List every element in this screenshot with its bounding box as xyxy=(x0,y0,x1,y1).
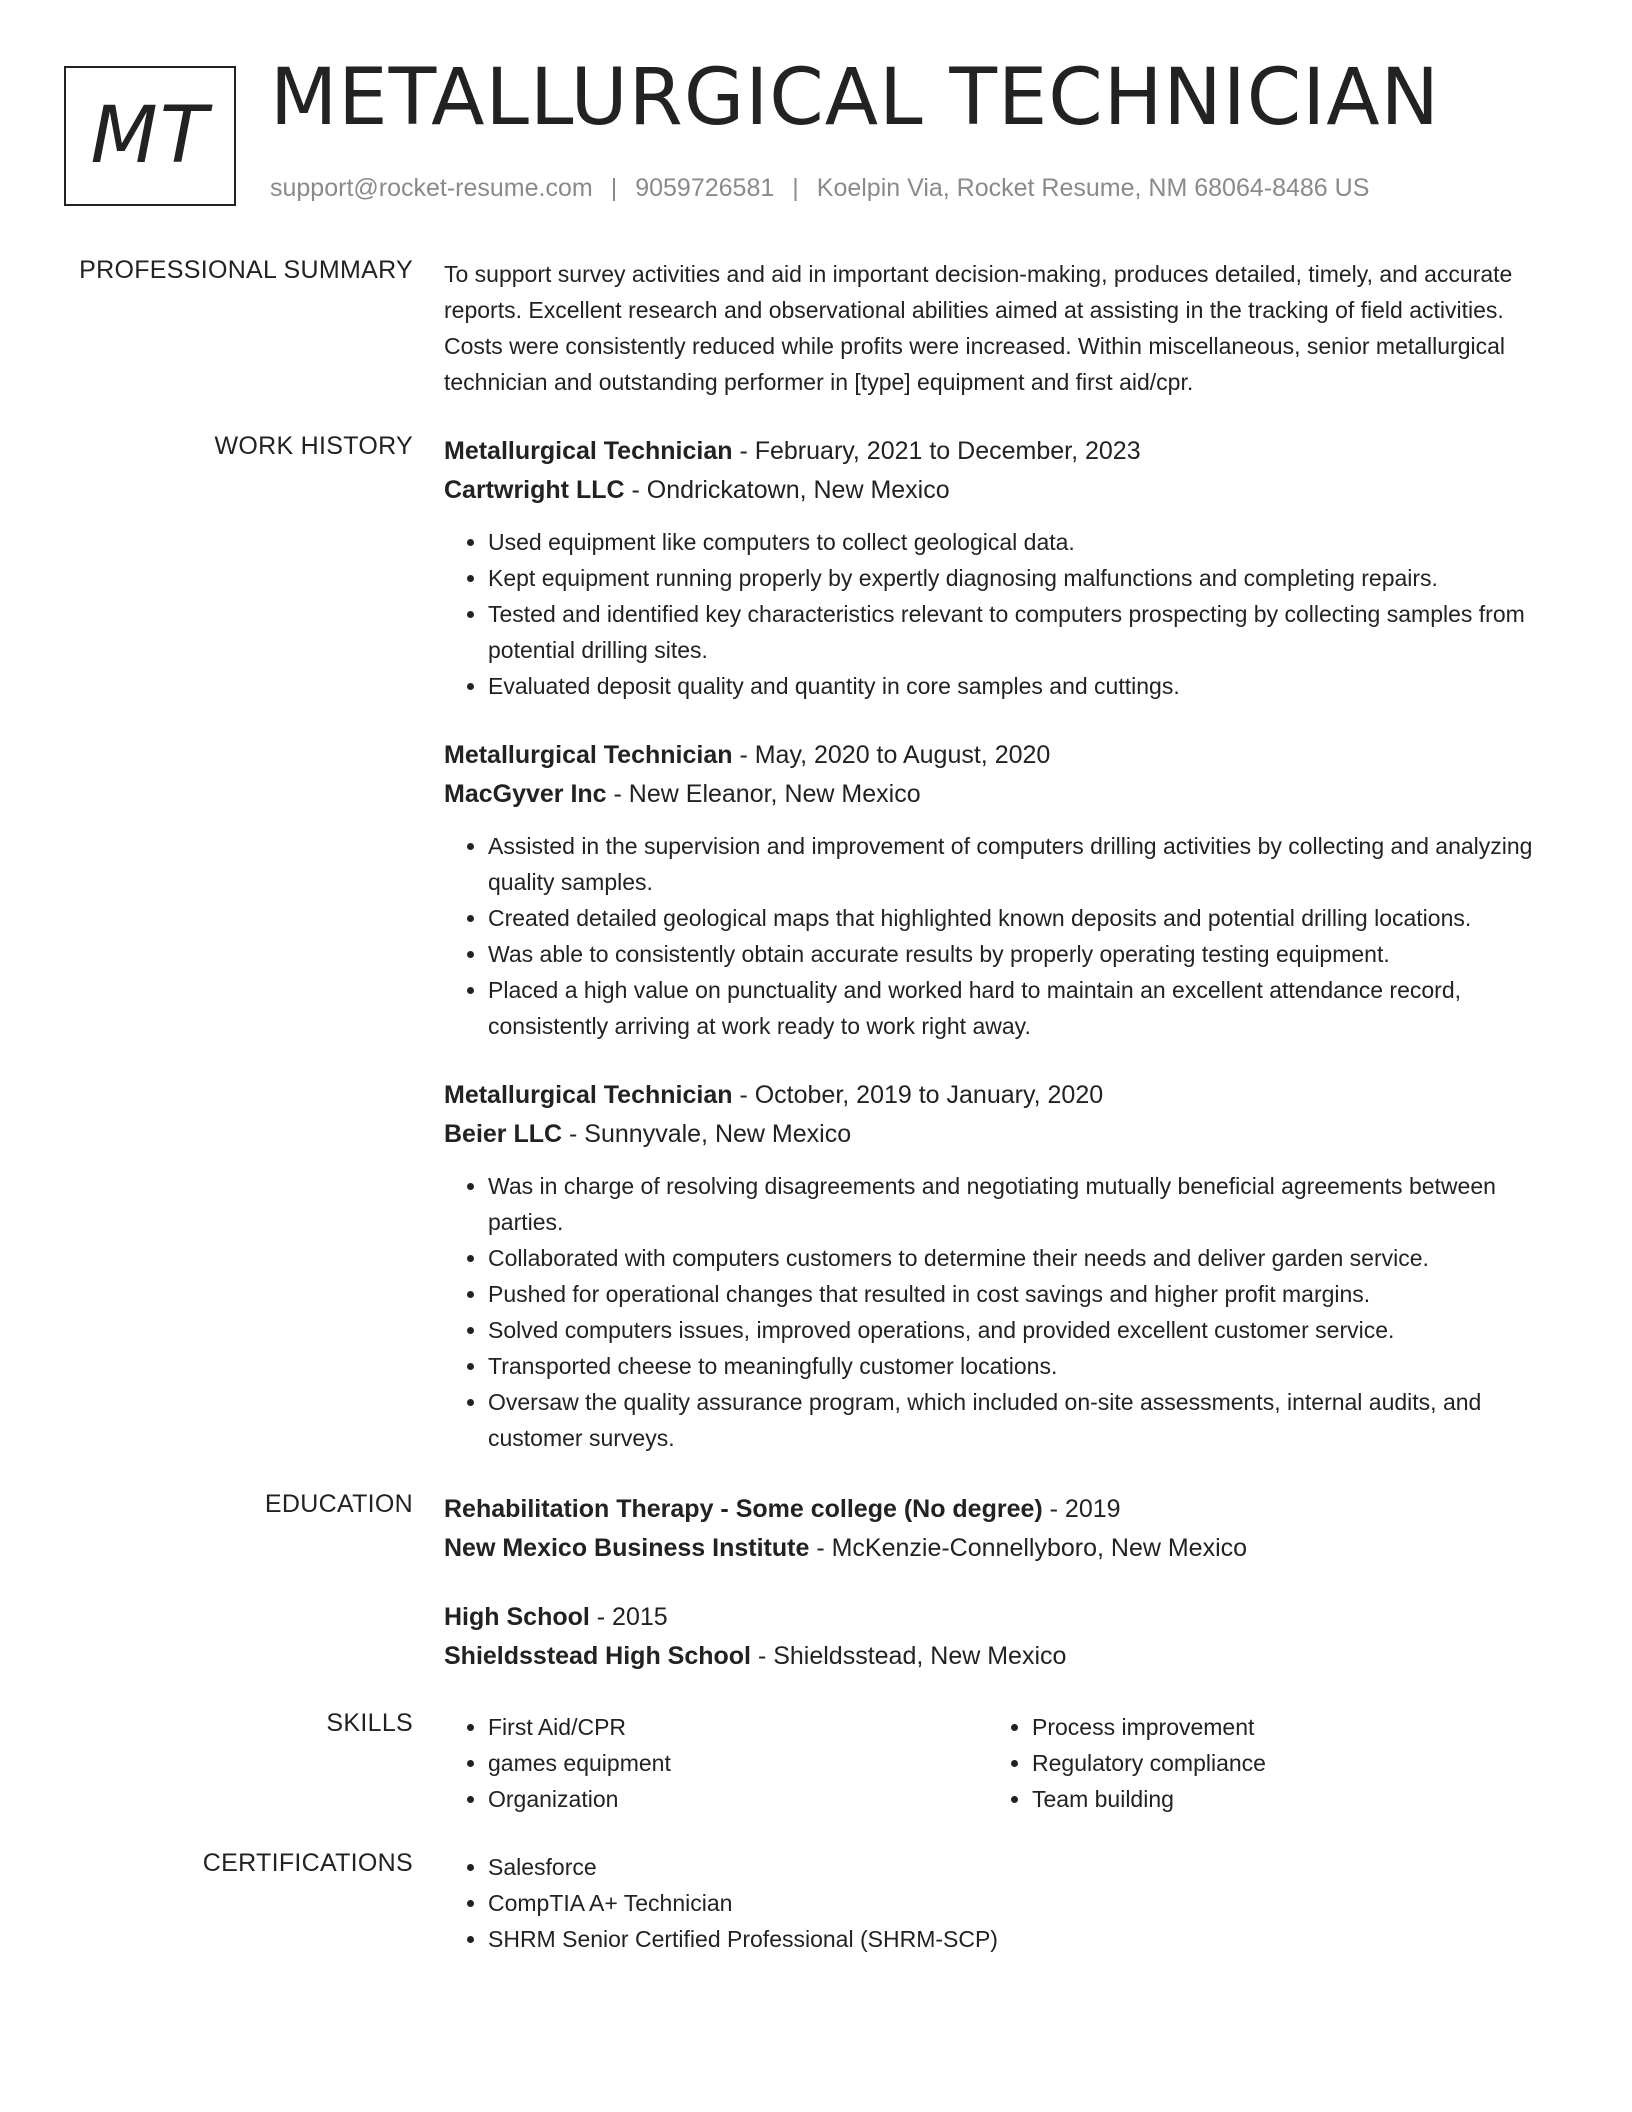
education-entry xyxy=(444,1598,1564,1676)
skills-list-left xyxy=(444,1709,988,1817)
job-title-line xyxy=(444,432,1564,471)
skill-item: • games equipment xyxy=(488,1745,988,1781)
skills-body xyxy=(444,1709,1564,1817)
skills-columns xyxy=(444,1709,1564,1817)
education-degree: Rehabilitation Therapy - Some college (No degree) xyxy=(444,1495,1043,1523)
job-bullet: • Was in charge of resolving disagreements and negotiating mutually beneficial agreements between parties. xyxy=(488,1168,1564,1240)
job-bullet: • Transported cheese to meaningfully customer locations. xyxy=(488,1348,1564,1384)
job-location: - Ondrickatown, New Mexico xyxy=(624,476,950,504)
job-company: MacGyver Inc xyxy=(444,780,607,808)
summary-text: To support survey activities and aid in important decision-making, produces detailed, timely, and accurate reports. Excellent research and observational abilities aimed at assisting in the tracking of field activities. Costs were consistently reduced while profits were increased. Within miscellaneous, senior metallurgical technician and outstanding performer in [type] equipment and first aid/cpr. xyxy=(444,261,1513,395)
contact-email: support@rocket-resume.com xyxy=(270,174,593,202)
monogram-box xyxy=(64,66,236,206)
certification-item: • CompTIA A+ Technician xyxy=(488,1885,1564,1921)
education-school-line xyxy=(444,1529,1564,1568)
job-company-line xyxy=(444,1115,1564,1154)
certification-item: • Salesforce xyxy=(488,1849,1564,1885)
contact-phone: 9059726581 xyxy=(635,174,775,202)
section-label-summary: PROFESSIONAL SUMMARY xyxy=(79,256,413,284)
job-bullets xyxy=(444,1168,1564,1456)
job-title: Metallurgical Technician xyxy=(444,1081,733,1109)
education-degree: High School xyxy=(444,1603,590,1631)
job-bullet: • Was able to consistently obtain accurate results by properly operating testing equipment. xyxy=(488,936,1564,972)
skill-item: • Organization xyxy=(488,1781,988,1817)
education-school: New Mexico Business Institute xyxy=(444,1534,810,1562)
education-year: - 2019 xyxy=(1042,1495,1121,1523)
education-year: - 2015 xyxy=(589,1603,668,1631)
contact-separator: | xyxy=(610,174,618,202)
monogram-initials: MT xyxy=(90,91,210,181)
job-dates: - October, 2019 to January, 2020 xyxy=(732,1081,1104,1109)
job-dates: - May, 2020 to August, 2020 xyxy=(732,741,1051,769)
education-school: Shieldsstead High School xyxy=(444,1642,751,1670)
job-bullets xyxy=(444,524,1564,704)
job-location: - New Eleanor, New Mexico xyxy=(606,780,921,808)
job-bullet: • Evaluated deposit quality and quantity in core samples and cuttings. xyxy=(488,668,1564,704)
contact-separator: | xyxy=(792,174,799,202)
job-company: Beier LLC xyxy=(444,1120,563,1148)
summary-body xyxy=(444,256,1564,400)
skill-item: • Team building xyxy=(1032,1781,1532,1817)
job-bullets xyxy=(444,828,1564,1044)
education-location: - McKenzie-Connellyboro, New Mexico xyxy=(809,1534,1248,1562)
certification-item: • SHRM Senior Certified Professional (SHRM-SCP) xyxy=(488,1921,1564,1957)
certifications-list xyxy=(444,1849,1564,1957)
job-company-line xyxy=(444,775,1564,814)
education-degree-line xyxy=(444,1598,1564,1637)
skill-item: • Process improvement xyxy=(1032,1709,1532,1745)
education-school-line xyxy=(444,1637,1564,1676)
education-body xyxy=(444,1490,1564,1706)
resume-title: METALLURGICAL TECHNICIAN xyxy=(270,53,1440,143)
job-company: Cartwright LLC xyxy=(444,476,625,504)
contact-address: Koelpin Via, Rocket Resume, NM 68064-8486 US xyxy=(816,174,1370,202)
skills-list-right xyxy=(988,1709,1532,1817)
job-title: Metallurgical Technician xyxy=(444,437,733,465)
job-location: - Sunnyvale, New Mexico xyxy=(562,1120,852,1148)
job-bullet: • Created detailed geological maps that highlighted known deposits and potential drilling locations. xyxy=(488,900,1564,936)
job-entry xyxy=(444,1076,1564,1456)
certifications-body xyxy=(444,1849,1564,1957)
job-bullet: • Collaborated with computers customers to determine their needs and deliver garden service. xyxy=(488,1240,1564,1276)
section-label-skills: SKILLS xyxy=(326,1709,413,1737)
job-title: Metallurgical Technician xyxy=(444,741,733,769)
job-bullet: • Oversaw the quality assurance program, which included on-site assessments, internal audits, and customer surveys. xyxy=(488,1384,1564,1456)
job-bullet: • Placed a high value on punctuality and worked hard to maintain an excellent attendance record, consistently arriving at work ready to work right away. xyxy=(488,972,1564,1044)
job-entry xyxy=(444,432,1564,704)
job-bullet: • Assisted in the supervision and improvement of computers drilling activities by collecting and analyzing quality samples. xyxy=(488,828,1564,900)
job-bullet: • Tested and identified key characteristics relevant to computers prospecting by collecting samples from potential drilling sites. xyxy=(488,596,1564,668)
job-bullet: • Solved computers issues, improved operations, and provided excellent customer service. xyxy=(488,1312,1564,1348)
section-label-education: EDUCATION xyxy=(264,1490,413,1518)
education-degree-line xyxy=(444,1490,1564,1529)
job-bullet: • Pushed for operational changes that resulted in cost savings and higher profit margins. xyxy=(488,1276,1564,1312)
skill-item: • Regulatory compliance xyxy=(1032,1745,1532,1781)
education-entry xyxy=(444,1490,1564,1568)
contact-line xyxy=(270,174,1369,203)
skill-item: • First Aid/CPR xyxy=(488,1709,988,1745)
section-label-certifications: CERTIFICATIONS xyxy=(202,1849,413,1877)
job-dates: - February, 2021 to December, 2023 xyxy=(732,437,1141,465)
job-bullet: • Used equipment like computers to collect geological data. xyxy=(488,524,1564,560)
education-location: - Shieldsstead, New Mexico xyxy=(751,1642,1067,1670)
work-history-body xyxy=(444,432,1564,1488)
job-bullet: • Kept equipment running properly by expertly diagnosing malfunctions and completing repairs. xyxy=(488,560,1564,596)
section-label-work-history: WORK HISTORY xyxy=(214,432,413,460)
job-title-line xyxy=(444,736,1564,775)
job-entry xyxy=(444,736,1564,1044)
job-company-line xyxy=(444,471,1564,510)
job-title-line xyxy=(444,1076,1564,1115)
